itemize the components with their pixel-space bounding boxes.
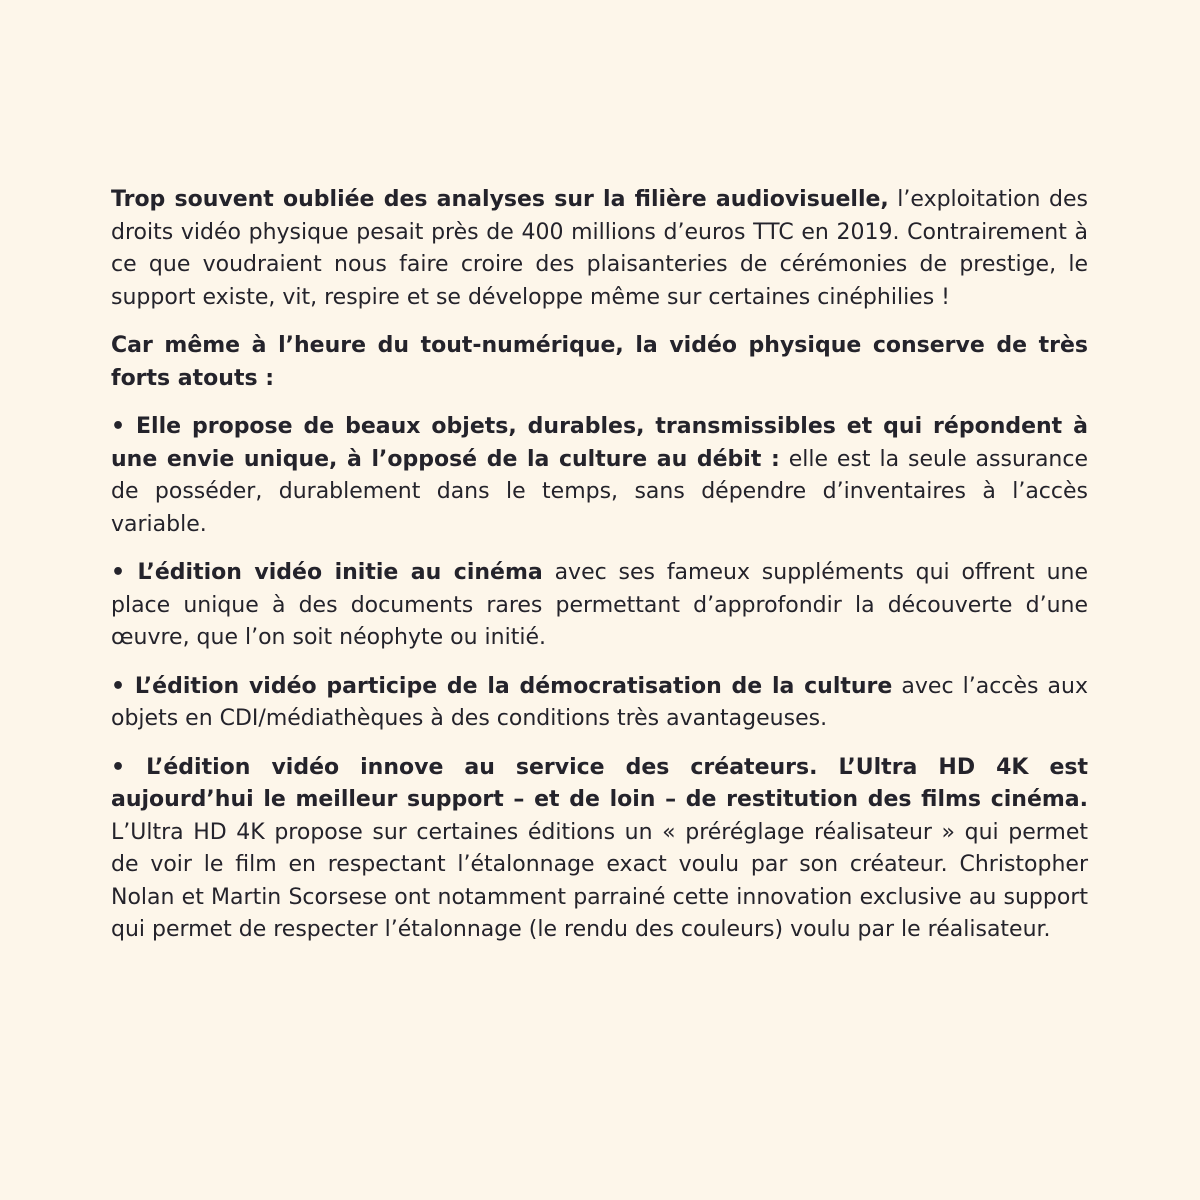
body-text	[111, 184, 1088, 947]
bullet-democratisation-bold: • L’édition vidéo participe de la démocratisation de la culture	[111, 673, 893, 699]
bullet-innove-createurs-text: L’Ultra HD 4K propose sur certaines éditions un « préréglage réalisateur » qui permet de voir le film en respectant l’étalonnage exact voulu par son créateur. Christopher Nolan et Martin Scorsese ont notamment parrainé cette innovation exclusive au support qui permet de respecter l’étalonnage (le rendu des couleurs) voulu par le réalisateur.	[111, 819, 1088, 942]
bullet-initie-cinema-bold: • L’édition vidéo initie au cinéma	[111, 560, 543, 585]
paragraph-atouts-heading-bold: Car même à l’heure du tout-numérique, la vidéo physique conserve de très forts atouts :	[111, 333, 1088, 391]
bullet-innove-createurs	[111, 752, 1088, 947]
bullet-beaux-objets-text: elle est la seule assurance de posséder, durablement dans le temps, sans dépendre d’inventaires à l’accès variable.	[111, 446, 1088, 537]
bullet-innove-createurs-bold: • L’édition vidéo innove au service des créateurs. L’Ultra HD 4K est aujourd’hui le meilleur support – et de loin – de restitution des films cinéma.	[111, 754, 1088, 812]
bullet-democratisation	[111, 671, 1088, 736]
bullet-beaux-objets	[111, 411, 1088, 541]
bullet-beaux-objets-bold: • Elle propose de beaux objets, durables, transmissibles et qui répondent à une envie unique, à l’opposé de la culture au débit :	[111, 414, 1088, 472]
bullet-initie-cinema-text: avec ses fameux suppléments qui offrent une place unique à des documents rares permettant d’approfondir la découverte d’une œuvre, que l’on soit néophyte ou initié.	[111, 560, 1088, 650]
paragraph-atouts-heading	[111, 330, 1088, 395]
bullet-initie-cinema	[111, 557, 1088, 655]
paragraph-intro-text: l’exploitation des droits vidéo physique pesait près de 400 millions d’euros TTC en 2019. Contrairement à ce que voudraient nous faire croire des plaisanteries de cérémonies de prestige, le support existe, vit, respire et se développe même sur certaines cinéphilies !	[111, 187, 1088, 310]
bullet-democratisation-text: avec l’accès aux objets en CDI/médiathèques à des conditions très avantageuses.	[111, 673, 1088, 731]
paragraph-intro-bold: Trop souvent oubliée des analyses sur la filière audiovisuelle,	[111, 187, 889, 212]
paragraph-intro	[111, 184, 1088, 314]
